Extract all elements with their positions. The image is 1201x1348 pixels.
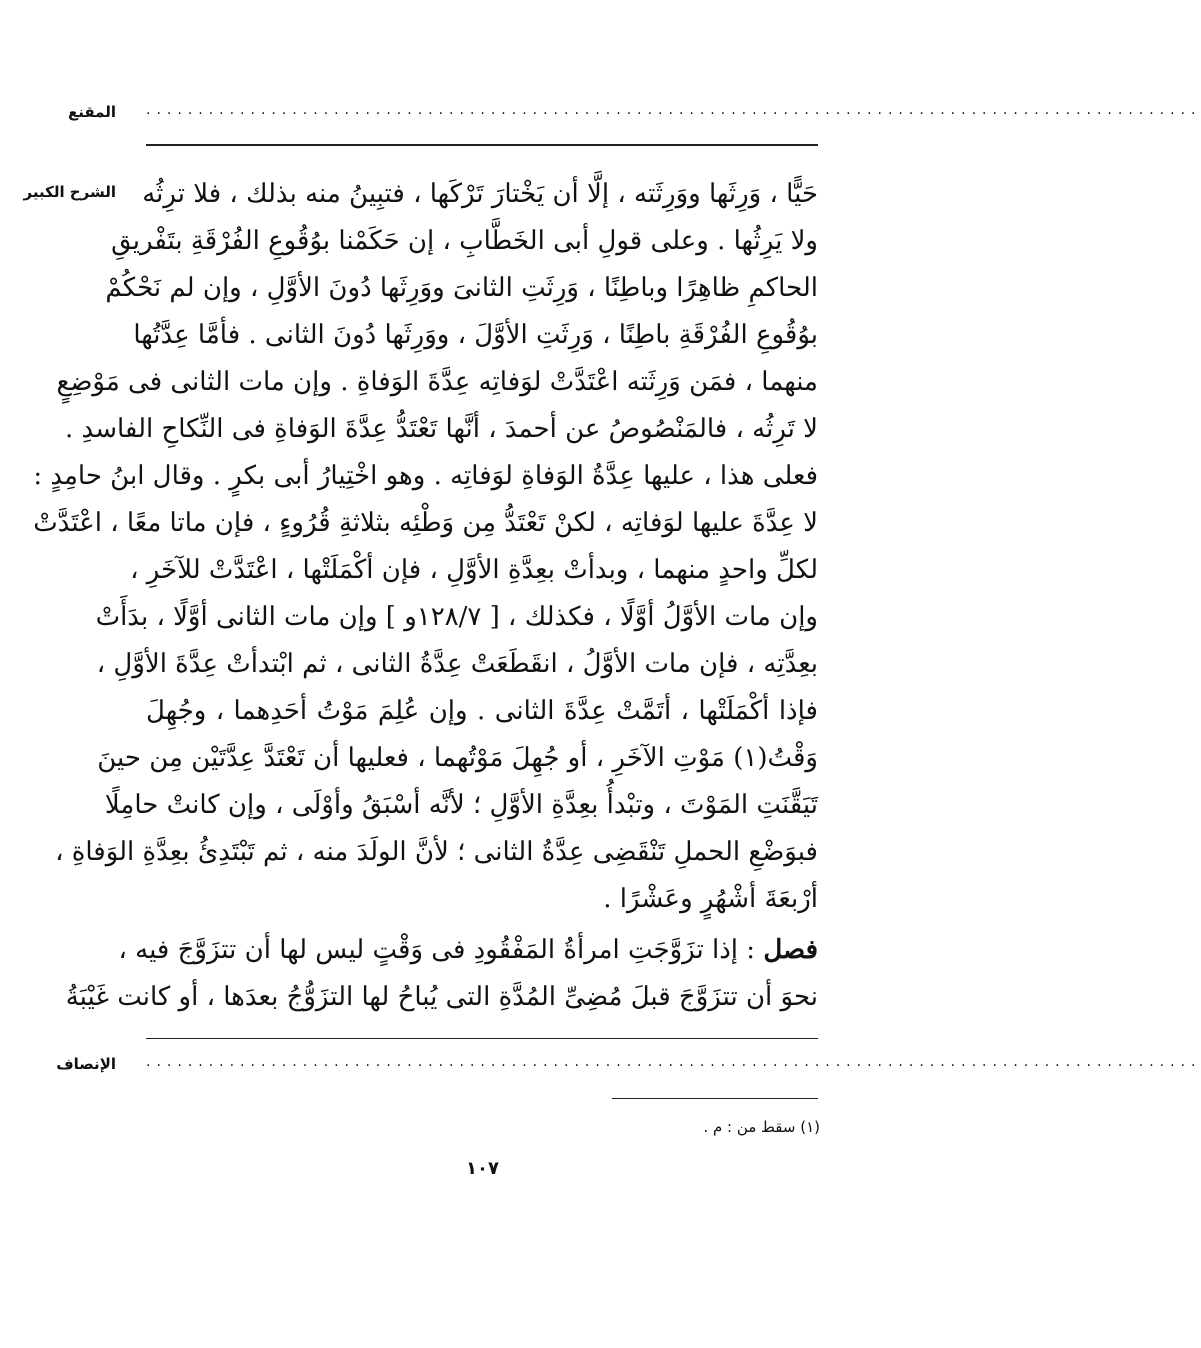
side-label-sharh: الشرح الكبير [23, 183, 116, 201]
header-book-title: المقنع [68, 103, 116, 121]
header-dotted-rule: ..................................................................................................... [146, 102, 1201, 118]
text-line-16: أرْبعَةَ أشْهُرٍ وعَشْرًا . [603, 884, 818, 914]
fasl-line-1 [118, 934, 818, 966]
footnote-separator [612, 1098, 818, 1099]
text-line-8: لا عِدَّةَ عليها لوَفاتِه ، لكنْ تَعْتَدُّ مِن وَطْئِه بثلاثةِ قُرُوءٍ ، فإن ماتا معًا ، اعْتَدَّتْ [33, 508, 818, 538]
text-line-10: وإن مات الأوَّلُ أوَّلًا ، فكذلك ، [ ١٢٨/٧و ] وإن مات الثانى أوَّلًا ، بدَأَتْ [95, 602, 818, 632]
text-line-1: حَيًّا ، وَرِثَها ووَرِثَته ، إلَّا أن يَخْتارَ تَرْكَها ، فتبِينُ منه بذلك ، فلا ترِثُه [142, 179, 818, 209]
text-line-3: الحاكمِ ظاهِرًا وباطِنًا ، وَرِثَتِ الثانىَ ووَرِثَها دُونَ الأوَّلِ ، وإن لم نَحْكُمْ [105, 273, 818, 303]
text-line-7: فعلى هذا ، عليها عِدَّةُ الوَفاةِ لوَفاتِه . وهو اخْتِيارُ أبى بكرٍ . وقال ابنُ حامِدٍ : [33, 461, 818, 491]
text-line-5: منهما ، فمَن وَرِثَته اعْتَدَّتْ لوَفاتِه عِدَّةَ الوَفاةِ . وإن مات الثانى فى مَوْضِعٍ [56, 367, 818, 397]
insaf-top-rule [146, 1038, 818, 1039]
text-line-13: وَقْتُ(١) مَوْتِ الآخَرِ ، أو جُهِلَ مَوْتُهما ، فعليها أن تَعْتَدَّ عِدَّتَيْن مِن حينَ [97, 743, 818, 773]
text-line-14: تَيَقَّنَتِ المَوْتَ ، وتبْدأُ بعِدَّةِ الأوَّلِ ؛ لأنَّه أسْبَقُ وأوْلَى ، وإن كانتْ حامِلًا [104, 790, 818, 820]
header-solid-rule [146, 144, 818, 146]
fasl-line-2: نحوَ أن تتزَوَّجَ قبلَ مُضِىِّ المُدَّةِ التى يُباحُ لها التزَوُّجُ بعدَها ، أو كانت غَيْبَةُ [65, 982, 818, 1012]
page-number: ١٠٧ [466, 1158, 499, 1179]
footnote: (١) سقط من : م . [703, 1118, 820, 1136]
text-line-12: فإذا أكْمَلَتْها ، أتَمَّتْ عِدَّةَ الثانى . وإن عُلِمَ مَوْتُ أحَدِهما ، وجُهِلَ [146, 696, 818, 726]
text-line-15: فبوَضْعِ الحملِ تَنْقَضِى عِدَّةُ الثانى ؛ لأنَّ الولَدَ منه ، ثم تَبْتَدِئُ بعِدَّةِ الوَفاةِ ، [55, 837, 818, 867]
text-line-6: لا تَرِثُه ، فالمَنْصُوصُ عن أحمدَ ، أنَّها تَعْتَدُّ عِدَّةَ الوَفاةِ فى النِّكاحِ الفاسدِ . [65, 414, 818, 444]
text-line-4: بوُقُوعِ الفُرْقَةِ باطِنًا ، وَرِثَتِ الأوَّلَ ، ووَرِثَها دُونَ الثانى . فأمَّا عِدَّتُها [133, 320, 818, 350]
text-line-9: لكلِّ واحدٍ منهما ، وبدأتْ بعِدَّةِ الأوَّلِ ، فإن أكْمَلَتْها ، اعْتَدَّتْ للآخَرِ ، [130, 555, 818, 585]
text-line-2: ولا يَرِثُها . وعلى قولِ أبى الخَطَّابِ ، إن حَكَمْنا بوُقُوعِ الفُرْقَةِ بتَفْريقِ [111, 226, 818, 256]
text-line-11: بعِدَّتِه ، فإن مات الأوَّلُ ، انقَطَعَتْ عِدَّةُ الثانى ، ثم ابْتدأتْ عِدَّةَ الأوَّلِ ، [96, 649, 818, 679]
fasl-heading: فصل [763, 935, 818, 965]
fasl-line-1-text: : إذا تزَوَّجَتِ امرأةُ المَفْقُودِ فى وَقْتٍ ليس لها أن تتزَوَّجَ فيه ، [118, 935, 756, 965]
insaf-dotted-rule: ..................................................................................................... [146, 1054, 1201, 1070]
side-label-insaf: الإنصاف [56, 1055, 116, 1073]
